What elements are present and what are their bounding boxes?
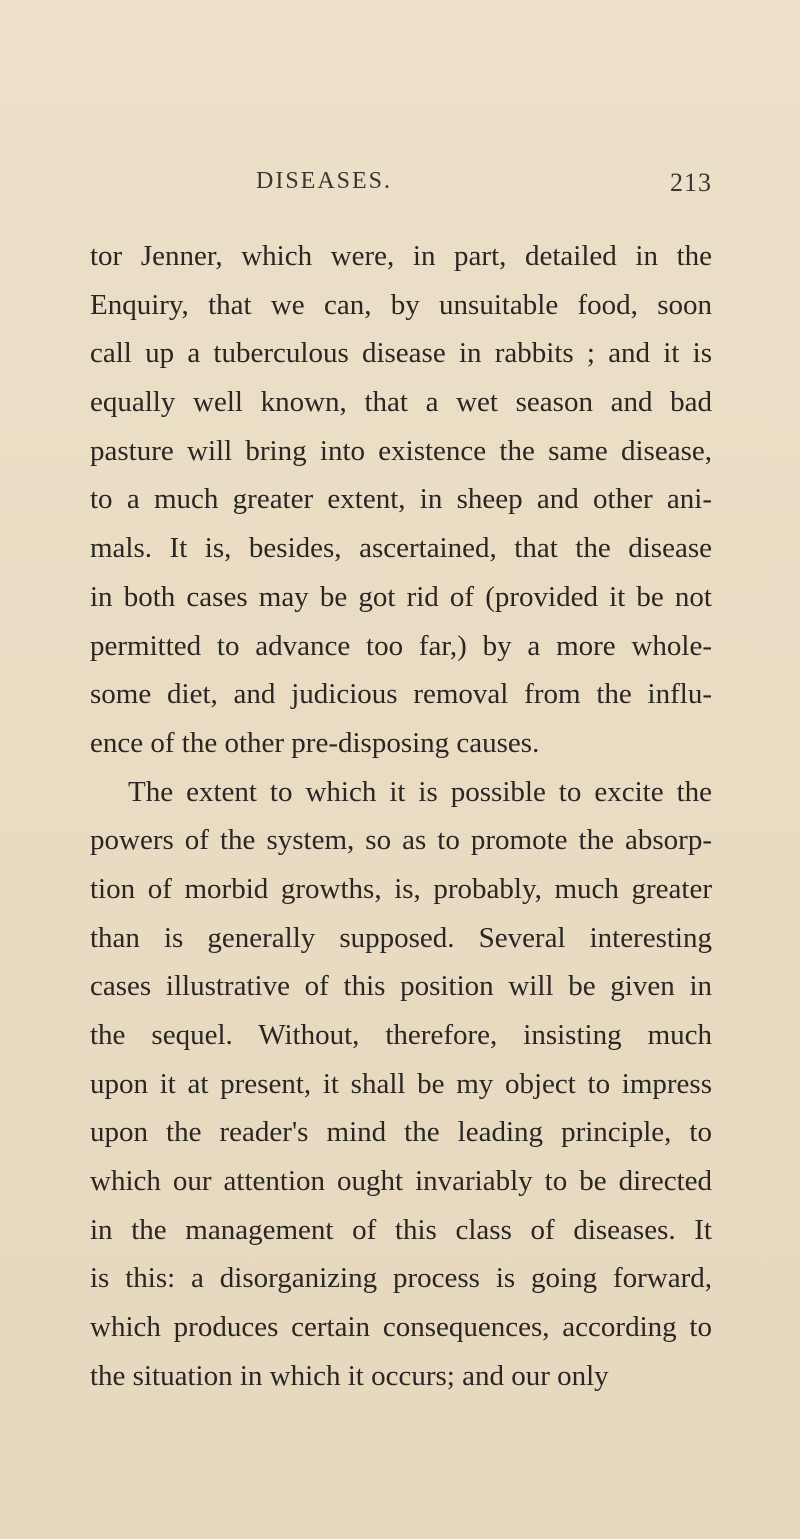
text-line: equally well known, that a wet season and bad bbox=[90, 386, 712, 419]
text-line: which our attention ought invariably to be directed bbox=[90, 1165, 712, 1198]
text-line: the situation in which it occurs; and our only bbox=[90, 1359, 609, 1392]
text-line: ence of the other pre-disposing causes. bbox=[90, 726, 540, 759]
text-line: cases illustrative of this position will be given in bbox=[90, 970, 712, 1003]
text-line: permitted to advance too far,) by a more whole- bbox=[90, 629, 712, 662]
text-line: upon it at present, it shall be my object to impress bbox=[90, 1067, 712, 1100]
running-head: DISEASES. bbox=[256, 168, 393, 194]
text-line: upon the reader's mind the leading principle, to bbox=[90, 1116, 712, 1149]
text-line: pasture will bring into existence the same disease, bbox=[90, 434, 712, 467]
text-line: Enquiry, that we can, by unsuitable food, soon bbox=[90, 288, 712, 321]
text-line: The extent to which it is possible to excite the bbox=[128, 775, 712, 808]
text-line: in the management of this class of diseases. It bbox=[90, 1213, 712, 1246]
body-text bbox=[90, 232, 712, 1401]
text-line: to a much greater extent, in sheep and other ani- bbox=[90, 483, 712, 516]
text-line: than is generally supposed. Several interesting bbox=[90, 921, 712, 954]
text-line: some diet, and judicious removal from the influ- bbox=[90, 678, 712, 711]
page-header bbox=[0, 168, 800, 202]
text-line: is this: a disorganizing process is going forward, bbox=[90, 1262, 712, 1295]
text-line: tor Jenner, which were, in part, detailed in the bbox=[90, 240, 712, 272]
text-line: in both cases may be got rid of (provided it be not bbox=[90, 580, 712, 613]
text-line: which produces certain consequences, according to bbox=[90, 1311, 712, 1344]
text-line: powers of the system, so as to promote the absorp- bbox=[90, 824, 712, 857]
page-number: 213 bbox=[670, 168, 712, 197]
text-line: the sequel. Without, therefore, insisting much bbox=[90, 1019, 712, 1051]
text-line: tion of morbid growths, is, probably, much greater bbox=[90, 872, 712, 905]
text-line: call up a tuberculous disease in rabbits ; and it is bbox=[90, 337, 712, 370]
text-line: mals. It is, besides, ascertained, that the disease bbox=[90, 532, 712, 565]
